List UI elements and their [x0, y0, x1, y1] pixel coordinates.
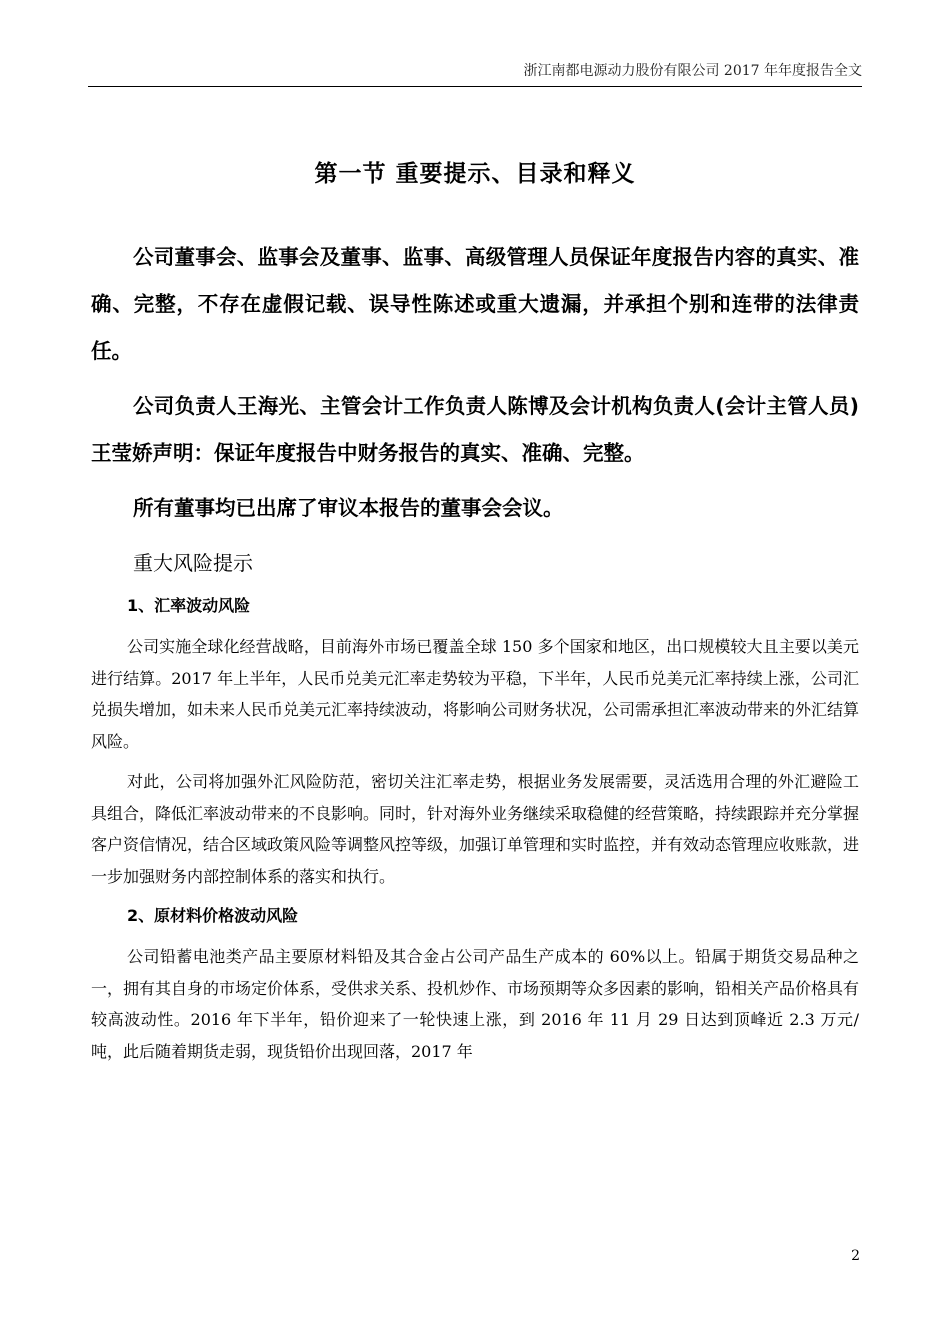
board-statement: 公司董事会、监事会及董事、监事、高级管理人员保证年度报告内容的真实、准确、完整，不存在虚假记载、误导性陈述或重大遗漏，并承担个别和连带的法律责任。 — [91, 245, 859, 363]
paragraph: 公司实施全球化经营战略，目前海外市场已覆盖全球 150 多个国家和地区，出口规模较大且主要以美元进行结算。2017 年上半年，人民币兑美元汇率走势较为平稳，下半年，人民币兑美元汇率持续上涨，公司汇兑损失增加，如未来人民币兑美元汇率持续波动，将影响公司财务状况，公司需承担汇率波动带来的外汇结算风险。 — [91, 637, 860, 751]
attendance-statement: 所有董事均已出席了审议本报告的董事会会议。 — [133, 496, 564, 520]
paragraph: 对此，公司将加强外汇风险防范，密切关注汇率走势，根据业务发展需要，灵活选用合理的外汇避险工具组合，降低汇率波动带来的不良影响。同时，针对海外业务继续采取稳健的经营策略，持续跟踪并充分掌握客户资信情况，结合区域政策风险等调整风控等级，加强订单管理和实时监控，并有效动态管理应收账款，进一步加强财务内部控制体系的落实和执行。 — [91, 772, 860, 886]
risk-section-heading: 重大风险提示 — [133, 551, 253, 575]
paragraph: 公司铅蓄电池类产品主要原材料铅及其合金占公司产品生产成本的 60%以上。铅属于期货交易品种之一，拥有其自身的市场定价体系，受供求关系、投机炒作、市场预期等众多因素的影响，铅相关产品价格具有较高波动性。2016 年下半年，铅价迎来了一轮快速上涨，到 2016 年 11 月 29 日达到顶峰近 2.3 万元/吨，此后随着期货走弱，现货铅价出现回落，2017 年 — [91, 947, 860, 1061]
running-header: 浙江南都电源动力股份有限公司 2017 年年度报告全文 — [523, 63, 862, 79]
header-divider — [88, 86, 862, 87]
responsibility-statement: 公司负责人王海光、主管会计工作负责人陈博及会计机构负责人(会计主管人员)王莹娇声明：保证年度报告中财务报告的真实、准确、完整。 — [91, 394, 859, 465]
page-number: 2 — [851, 1248, 860, 1264]
risk-heading-exchange-rate: 1、汇率波动风险 — [127, 596, 251, 615]
page-content — [91, 234, 859, 1076]
risk-heading-raw-materials: 2、原材料价格波动风险 — [127, 906, 299, 925]
section-title: 第一节 重要提示、目录和释义 — [314, 161, 636, 187]
